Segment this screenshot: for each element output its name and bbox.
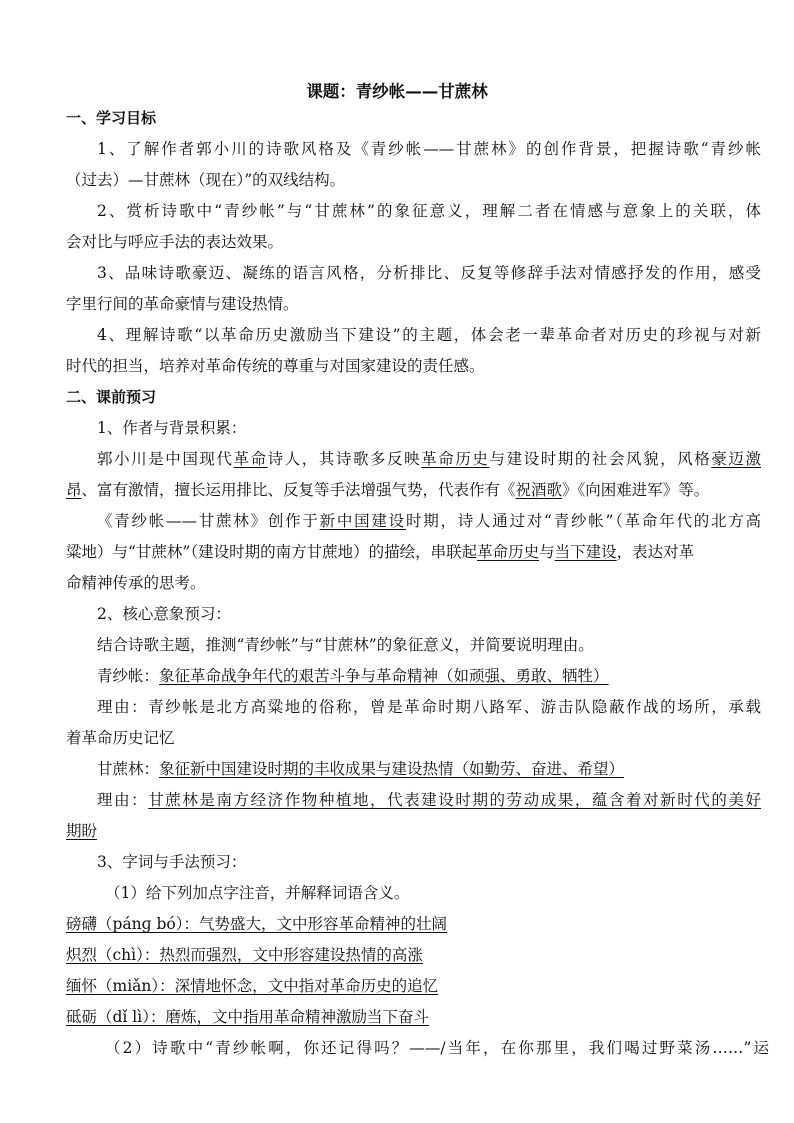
- blank-answer: 象征新中国建设时期的丰收成果与建设热情（如勤劳、奋进、希望）: [159, 760, 625, 778]
- section-heading-objectives: 一、学习目标: [66, 109, 157, 127]
- blank-answer: 祝酒歌: [515, 481, 563, 499]
- vocabulary-item-2: 炽烈（chì）：热烈而强烈，文中形容建设热情的高涨: [66, 946, 423, 964]
- objective-4-line-1: 4、理解诗歌“以革命历史激励当下建设”的主题，体会老一辈革命者对历史的珍视与对新: [97, 326, 761, 344]
- page-title: 课题：青纱帐——甘蔗林: [306, 82, 488, 101]
- subheading-core-imagery: 2、核心意象预习：: [97, 605, 231, 623]
- blank-answer: 甘蔗林是南方经济作物种植地，代表建设时期的劳动成果，蕴含着对新时代的美好: [148, 791, 761, 809]
- qingshazhang-reason-line-1: 理由：青纱帐是北方高粱地的俗称，曾是革命时期八路军、游击队隐蔽作战的场所，承载: [97, 698, 761, 716]
- blank-answer: 革命历史: [477, 543, 540, 561]
- author-paragraph-line-1: 郭小川是中国现代革命诗人，其诗歌多反映革命历史与建设时期的社会风貌，风格豪迈激: [97, 450, 761, 468]
- objective-2-line-1: 2、赏析诗歌中“青纱帐”与“甘蔗林”的象征意义，理解二者在情感与意象上的关联，体: [97, 202, 761, 220]
- blank-answer: 革命: [233, 450, 268, 468]
- question-3-1: （1）给下列加点字注音，并解释词语含义。: [105, 884, 410, 902]
- objective-2-line-2: 会对比与呼应手法的表达效果。: [66, 233, 284, 251]
- objective-3-line-1: 3、品味诗歌豪迈、凝练的语言风格，分析排比、反复等修辞手法对情感抒发的作用，感受: [97, 264, 761, 282]
- background-paragraph-line-3: 命精神传承的思考。: [66, 574, 206, 592]
- background-paragraph-line-1: 《青纱帐——甘蔗林》创作于新中国建设时期，诗人通过对“青纱帐”（革命年代的北方高: [97, 512, 761, 530]
- ganzhelin-reason-line-2: [66, 821, 730, 841]
- imagery-question: 结合诗歌主题，推测“青纱帐”与“甘蔗林”的象征意义，并简要说明理由。: [97, 636, 594, 654]
- objective-1-line-2: （过去）—甘蔗林（现在）”的双线结构。: [66, 171, 346, 189]
- blank-answer: 期盼: [66, 822, 98, 840]
- blank-answer: 豪迈激: [711, 450, 761, 468]
- author-paragraph-line-2: 昂、富有激情，擅长运用排比、反复等手法增强气势，代表作有《祝酒歌》《向困难进军》等。: [66, 481, 710, 499]
- blank-answer: 当下建设: [554, 543, 617, 561]
- qingshazhang-answer-line: 青纱帐：象征革命战争年代的艰苦斗争与革命精神（如顽强、勇敢、牺牲）: [97, 667, 609, 685]
- subheading-words-techniques: 3、字词与手法预习：: [97, 853, 247, 871]
- blank-answer: 象征革命战争年代的艰苦斗争与革命精神（如顽强、勇敢、牺牲）: [159, 667, 609, 685]
- objective-4-line-2: 时代的担当，培养对革命传统的尊重与对国家建设的责任感。: [66, 357, 485, 375]
- ganzhelin-reason-line-1: 理由：甘蔗林是南方经济作物种植地，代表建设时期的劳动成果，蕴含着对新时代的美好: [97, 791, 761, 809]
- vocabulary-item-3: 缅怀（miǎn）：深情地怀念，文中指对革命历史的追忆: [66, 977, 439, 995]
- ganzhelin-answer-line: 甘蔗林：象征新中国建设时期的丰收成果与建设热情（如勤劳、奋进、希望）: [97, 760, 625, 778]
- blank-answer: 革命历史: [421, 450, 490, 468]
- subheading-author-background: 1、作者与背景积累：: [97, 419, 247, 437]
- vocabulary-item-1: 磅礴（pánɡ bó）：气势盛大，文中形容革命精神的壮阔: [66, 915, 448, 933]
- blank-answer: 昂: [66, 481, 82, 499]
- qingshazhang-reason-line-2: 着革命历史记忆: [66, 729, 175, 747]
- background-paragraph-line-2: 粱地）与“甘蔗林”（建设时期的南方甘蔗地）的描绘，串联起革命历史与当下建设，表达对革: [66, 543, 695, 561]
- objective-3-line-2: 字里行间的革命豪情与建设热情。: [66, 295, 299, 313]
- section-heading-preview: 二、课前预习: [66, 388, 157, 406]
- objective-1-line-1: 1、了解作者郭小川的诗歌风格及《青纱帐——甘蔗林》的创作背景，把握诗歌“青纱帐: [97, 140, 761, 158]
- vocabulary-item-4: 砥砺（dǐ lì）：磨炼，文中指用革命精神激励当下奋斗: [66, 1008, 429, 1026]
- question-3-2-line-1: （2）诗歌中“青纱帐啊，你还记得吗？——/当年，在你那里，我们喝过野菜汤……”运: [105, 1039, 769, 1057]
- blank-answer: 新中国建设: [319, 512, 406, 530]
